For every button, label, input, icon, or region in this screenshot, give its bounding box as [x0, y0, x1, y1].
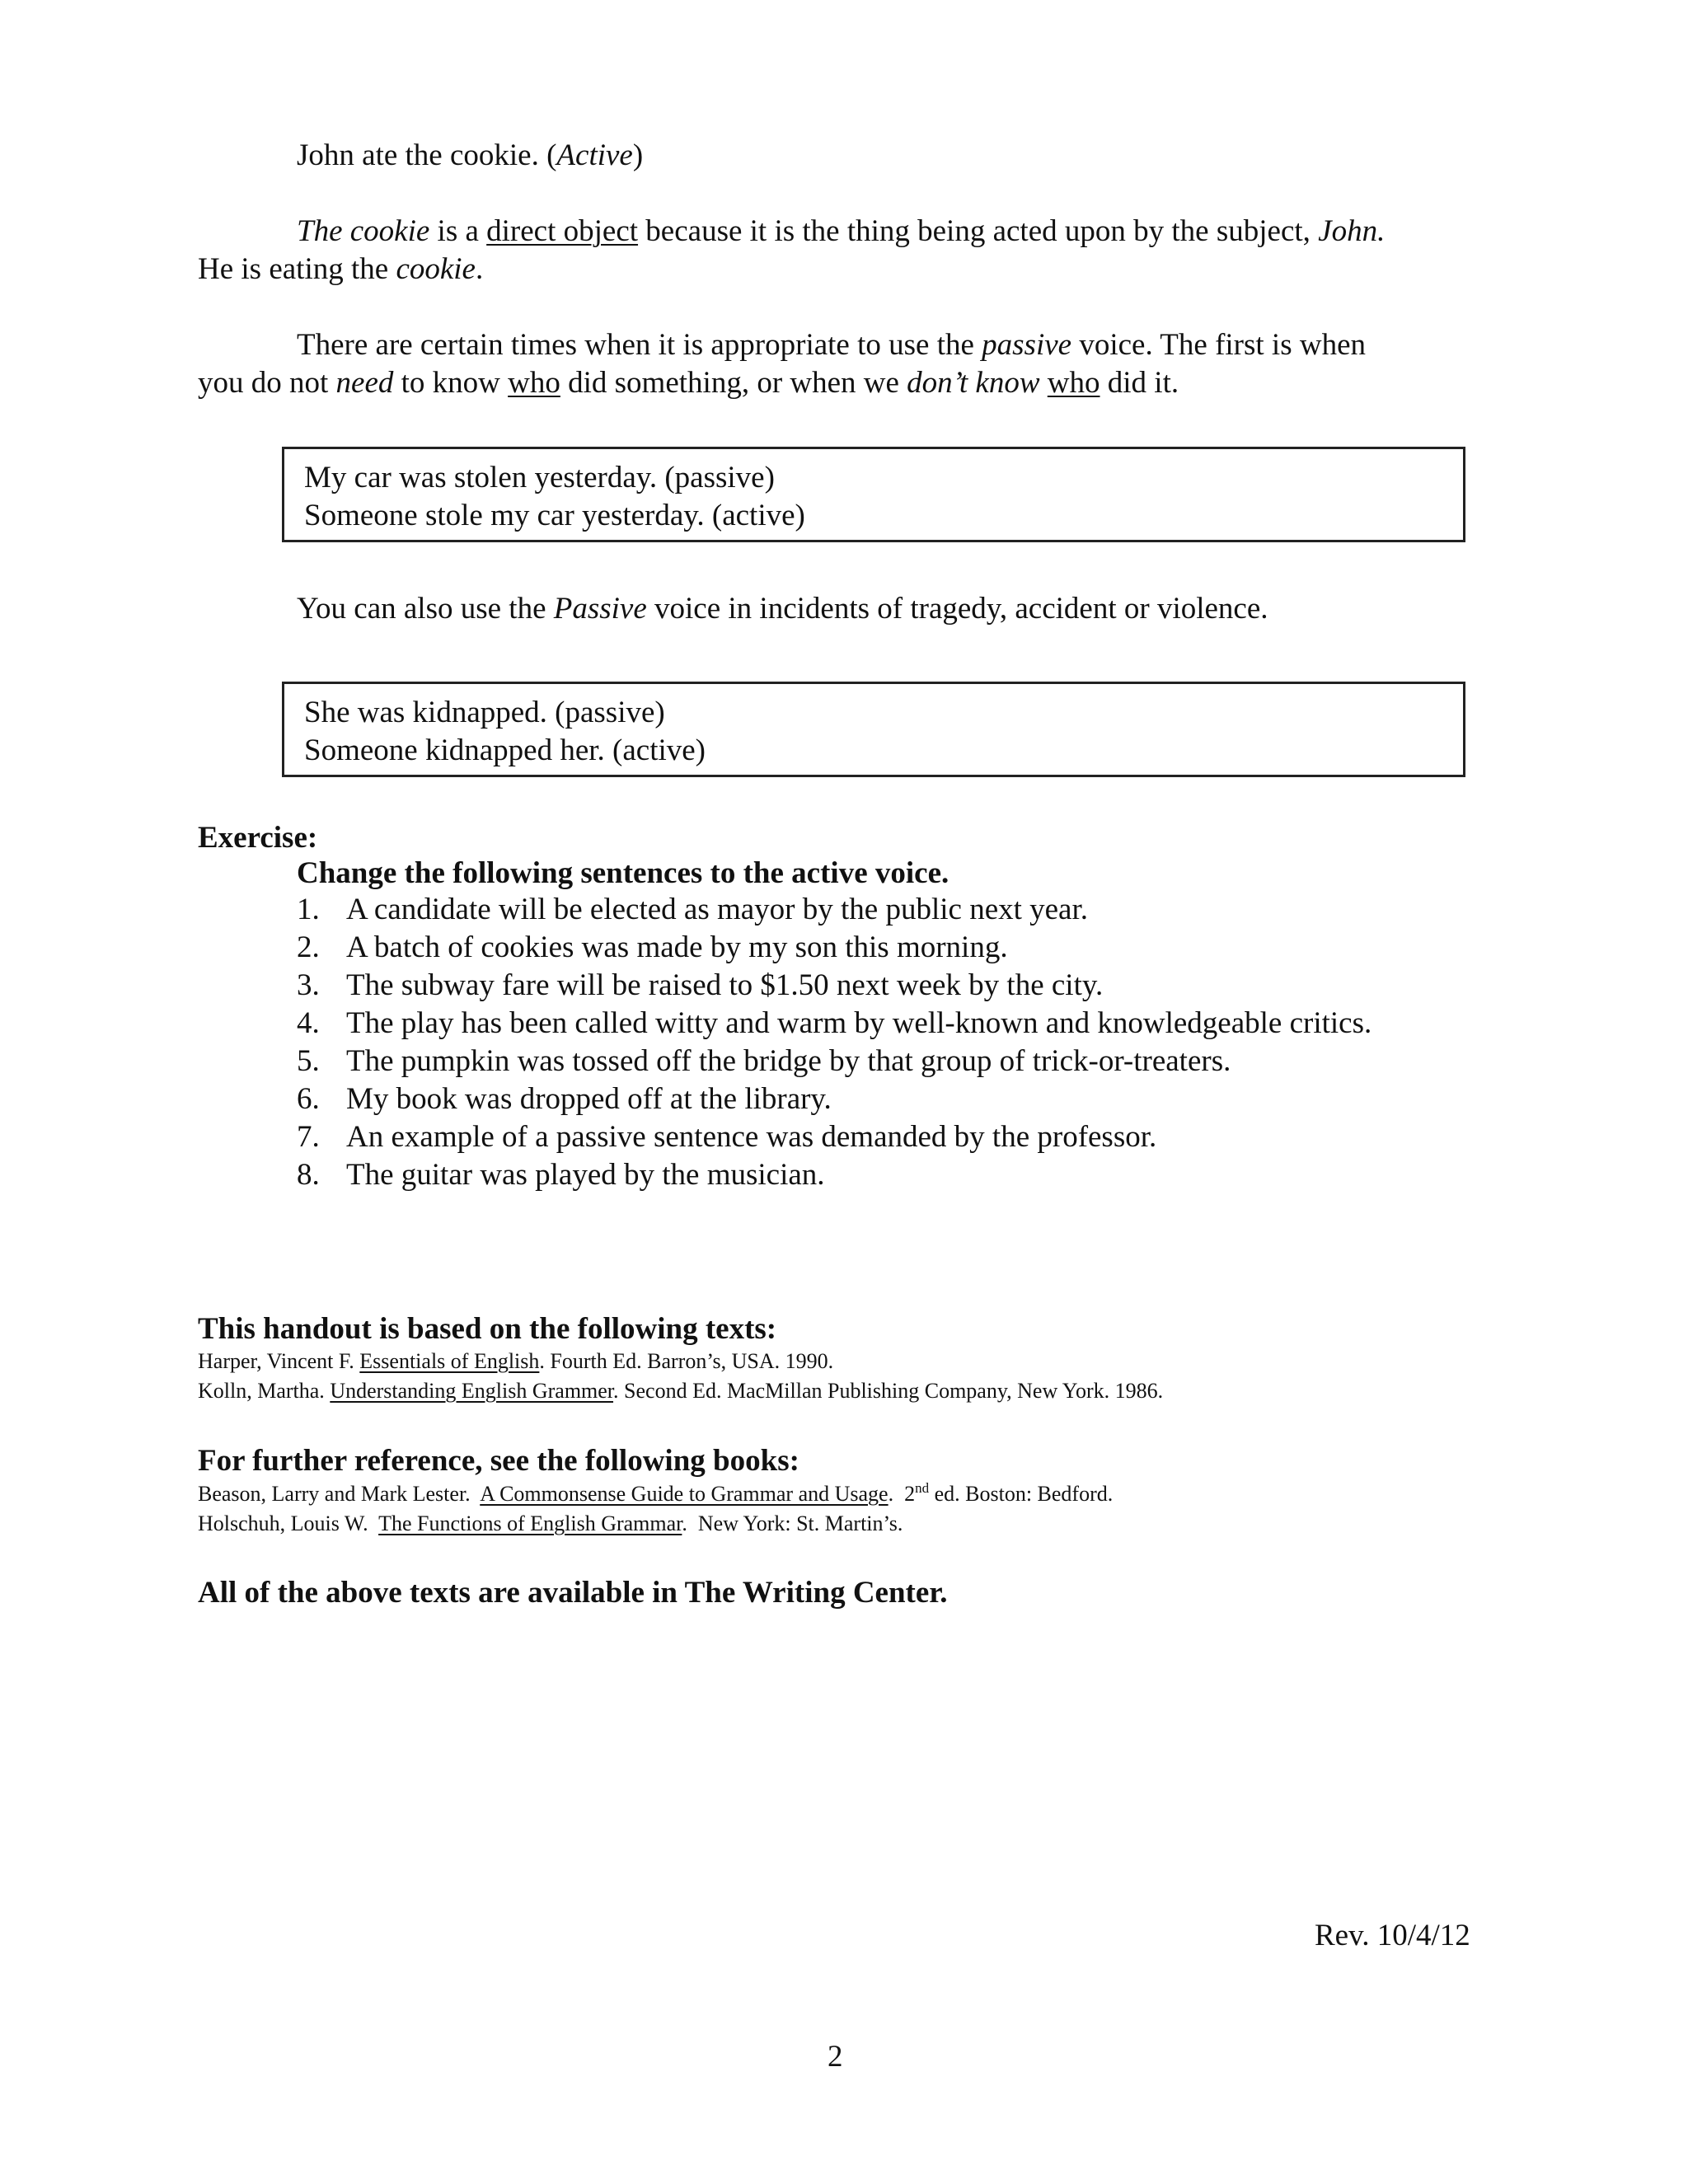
page-number: 2	[828, 2040, 843, 2074]
box2-passive-line: She was kidnapped. (passive)	[304, 696, 665, 729]
tragedy-paragraph: You can also use the Passive voice in incidents of tragedy, accident or violence.	[297, 592, 1268, 626]
source-reference-kolln: Kolln, Martha. Understanding English Grammer. Second Ed. MacMillan Publishing Company, New York. 1986.	[198, 1379, 1164, 1403]
list-item: 3. The subway fare will be raised to $1.50 next week by the city.	[297, 968, 1104, 1002]
list-item: 1. A candidate will be elected as mayor by the public next year.	[297, 893, 1089, 926]
revision-date: Rev. 10/4/12	[1315, 1919, 1470, 1952]
passive-intro-line2: you do not need to know who did something, or when we don’t know who did it.	[198, 366, 1179, 400]
list-item: 4. The play has been called witty and warm by well-known and knowledgeable critics.	[297, 1006, 1372, 1040]
box1-passive-line: My car was stolen yesterday. (passive)	[304, 461, 775, 494]
list-item: 8. The guitar was played by the musician.	[297, 1158, 825, 1192]
source-reference-harper: Harper, Vincent F. Essentials of English. Fourth Ed. Barron’s, USA. 1990.	[198, 1349, 834, 1373]
exercise-heading: Exercise:	[198, 821, 318, 855]
exercise-instruction: Change the following sentences to the active voice.	[297, 856, 950, 890]
passive-intro-line1: There are certain times when it is appropriate to use the passive voice. The first is when	[297, 328, 1366, 362]
list-item: 2. A batch of cookies was made by my son this morning.	[297, 930, 1008, 964]
sources-heading: This handout is based on the following texts:	[198, 1312, 777, 1346]
list-item: 7. An example of a passive sentence was demanded by the professor.	[297, 1120, 1157, 1154]
list-item: 6. My book was dropped off at the library.	[297, 1082, 832, 1116]
box2-active-line: Someone kidnapped her. (active)	[304, 733, 706, 767]
further-reference-holschuh: Holschuh, Louis W. The Functions of English Grammar. New York: St. Martin’s.	[198, 1511, 903, 1535]
exercise-list	[297, 891, 1372, 1194]
direct-object-paragraph-line2: He is eating the cookie.	[198, 252, 484, 286]
further-reference-heading: For further reference, see the following books:	[198, 1444, 799, 1478]
box1-active-line: Someone stole my car yesterday. (active)	[304, 499, 805, 532]
availability-note: All of the above texts are available in The Writing Center.	[198, 1576, 948, 1610]
direct-object-paragraph-line1: The cookie is a direct object because it is the thing being acted upon by the subject, John.	[297, 214, 1386, 248]
further-reference-beason: Beason, Larry and Mark Lester. A Commonsense Guide to Grammar and Usage. 2nd ed. Boston: Bedford.	[198, 1480, 1114, 1506]
example-active-sentence: John ate the cookie. (Active)	[297, 138, 644, 172]
example-box-stolen-car	[282, 447, 1465, 542]
list-item: 5. The pumpkin was tossed off the bridge by that group of trick-or-treaters.	[297, 1044, 1231, 1078]
example-box-kidnapped	[282, 682, 1465, 777]
